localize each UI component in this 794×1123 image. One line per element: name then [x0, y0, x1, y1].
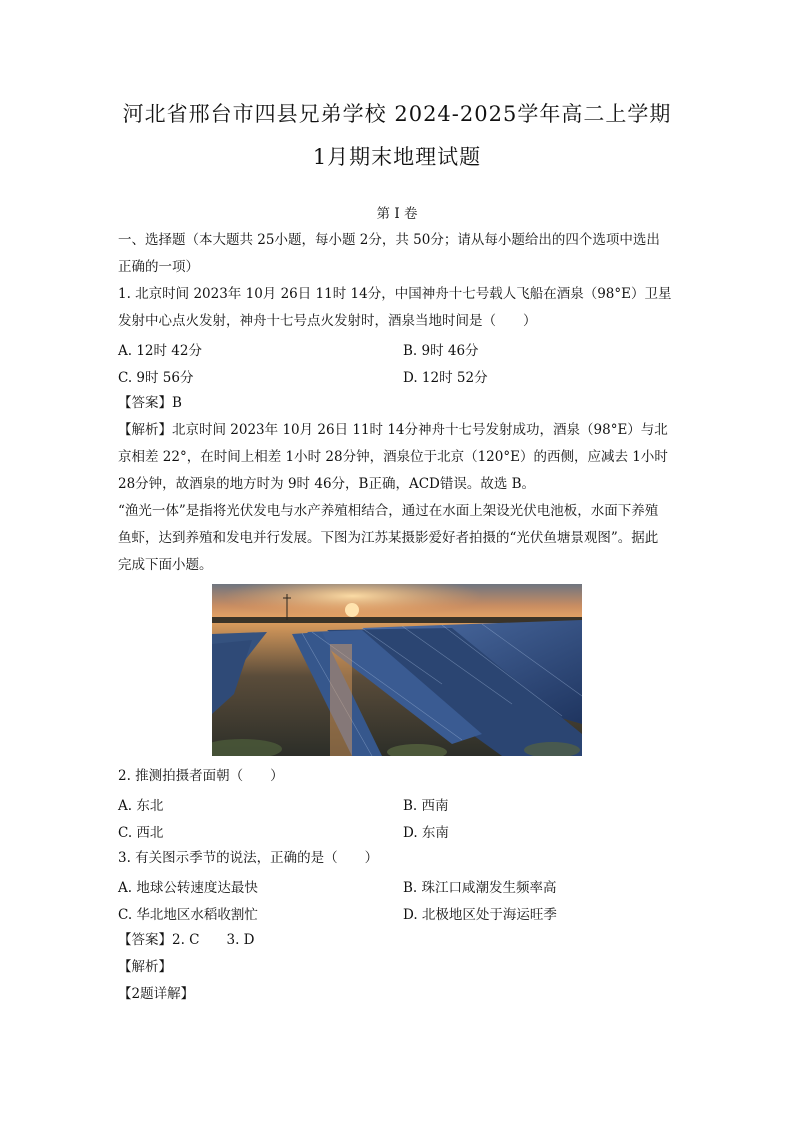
question-3-option-c: C. 华北地区水稻收割忙	[118, 907, 258, 923]
question-1-option-b: B. 9时 46分	[403, 343, 479, 359]
question-2-option-b: B. 西南	[403, 798, 449, 814]
question-1-stem-line-2: 发射中心点火发射，神舟十七号点火发射时，酒泉当地时间是（ ）	[118, 313, 537, 329]
question-3-stem: 3. 有关图示季节的说法，正确的是（ ）	[118, 850, 379, 866]
document-title-line-1: 河北省邢台市四县兄弟学校 2024-2025学年高二上学期	[122, 102, 672, 126]
analysis-label: 【解析】	[118, 959, 172, 975]
passage-line-3: 完成下面小题。	[118, 557, 213, 573]
question-1-answer: 【答案】B	[118, 395, 182, 411]
question-3-option-b: B. 珠江口咸潮发生频率高	[403, 880, 557, 896]
question-2-stem: 2. 推测拍摄者面朝（ ）	[118, 768, 284, 784]
question-1-analysis-line-1: 【解析】北京时间 2023年 10月 26日 11时 14分神舟十七号发射成功，酒泉（98°E）与北	[118, 422, 668, 438]
question-3-option-d: D. 北极地区处于海运旺季	[403, 907, 557, 923]
question-1-option-c: C. 9时 56分	[118, 370, 194, 386]
passage-line-1: “渔光一体”是指将光伏发电与水产养殖相结合，通过在水面上架设光伏电池板，水面下养殖	[118, 503, 659, 519]
solar-fish-pond-photo	[212, 584, 582, 756]
question-3-option-a: A. 地球公转速度达最快	[118, 880, 258, 896]
question-1-option-a: A. 12时 42分	[118, 343, 202, 359]
section-instructions-line-2: 正确的一项）	[118, 259, 199, 275]
document-title-line-2: 1月期末地理试题	[312, 145, 482, 169]
section-instructions-line-1: 一、选择题（本大题共 25小题，每小题 2分，共 50分；请从每小题给出的四个选项中选出	[118, 232, 660, 248]
question-1-stem-line-1: 1. 北京时间 2023年 10月 26日 11时 14分，中国神舟十七号载人飞船在酒泉（98°E）卫星	[118, 286, 672, 302]
question-2-option-d: D. 东南	[403, 825, 449, 841]
questions-2-3-answer: 【答案】2. C 3. D	[118, 932, 255, 948]
question-1-analysis-line-2: 京相差 22°，在时间上相差 1小时 28分钟，酒泉位于北京（120°E）的西侧，应减去 1小时	[118, 449, 668, 465]
question-2-option-a: A. 东北	[118, 798, 164, 814]
question-2-detail-label: 【2题详解】	[118, 986, 195, 1002]
volume-heading: 第 I 卷	[376, 206, 418, 222]
question-2-option-c: C. 西北	[118, 825, 164, 841]
passage-line-2: 鱼虾，达到养殖和发电并行发展。下图为江苏某摄影爱好者拍摄的“光伏鱼塘景观图”。据此	[118, 530, 659, 546]
question-1-option-d: D. 12时 52分	[403, 370, 488, 386]
question-1-analysis-line-3: 28分钟，故酒泉的地方时为 9时 46分，B正确，ACD错误。故选 B。	[118, 476, 536, 492]
